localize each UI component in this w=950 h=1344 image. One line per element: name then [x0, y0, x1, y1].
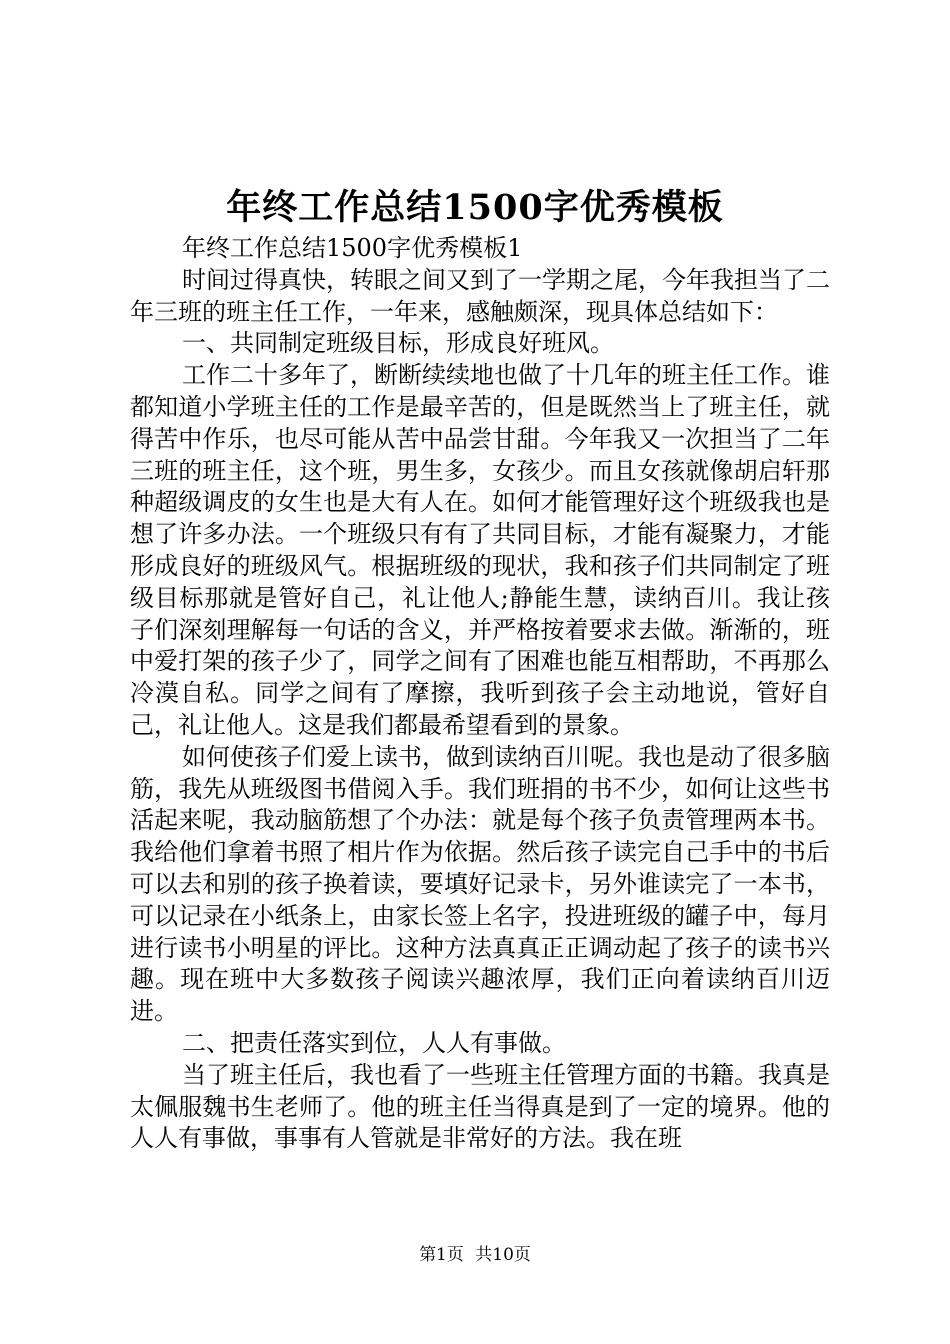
document-title: 年终工作总结1500字优秀模板: [226, 187, 724, 228]
section-heading-2: 二、把责任落实到位，人人有事做。: [182, 1028, 566, 1057]
document-body: [130, 233, 830, 1155]
paragraph-body: 当了班主任后，我也看了一些班主任管理方面的书籍。我真是太佩服魏书生老师了。他的班主任当得真是到了一定的境界。他的人人有事做，事事有人管就是非常好的方法。我在班: [130, 1060, 830, 1153]
page-total: 共10页: [475, 1245, 531, 1265]
paragraph-body: 工作二十多年了，断断续续地也做了十几年的班主任工作。谁都知道小学班主任的工作是最辛苦的，但是既然当上了班主任，就得苦中作乐，也尽可能从苦中品尝甘甜。今年我又一次担当了二年三班的班主任，这个班，男生多，女孩少。而且女孩就像胡启轩那种超级调皮的女生也是大有人在。如何才能管理好这个班级我也是想了许多办法。一个班级只有有了共同目标，才能有凝聚力，才能形成良好的班级风气。根据班级的现状，我和孩子们共同制定了班级目标那就是管好自己，礼让他人;静能生慧，读纳百川。我让孩子们深刻理解每一句话的含义，并严格按着要求去做。渐渐的，班中爱打架的孩子少了，同学之间有了困难也能互相帮助，不再那么冷漠自私。同学之间有了摩擦，我听到孩子会主动地说，管好自己，礼让他人。这是我们都最希望看到的景象。: [130, 361, 830, 739]
page-footer: [0, 1243, 950, 1267]
paragraph-body: 如何使孩子们爱上读书，做到读纳百川呢。我也是动了很多脑筋，我先从班级图书借阅入手。我们班捐的书不少，如何让这些书活起来呢，我动脑筋想了个办法：就是每个孩子负责管理两本书。我给他们拿着书照了相片作为依据。然后孩子读完自己手中的书后可以去和别的孩子换着读，要填好记录卡，另外谁读完了一本书，可以记录在小纸条上，由家长签上名字，投进班级的罐子中，每月进行读书小明星的评比。这种方法真真正正调动起了孩子的读书兴趣。现在班中大多数孩子阅读兴趣浓厚，我们正向着读纳百川迈进。: [130, 742, 830, 1026]
page-number: 第1页: [419, 1245, 464, 1265]
paragraph-subtitle: 年终工作总结1500字优秀模板1: [182, 234, 523, 262]
paragraph-intro: 时间过得真快，转眼之间又到了一学期之尾，今年我担当了二年三班的班主任工作，一年来，感触颇深，现具体总结如下：: [130, 265, 830, 326]
section-heading-1: 一、共同制定班级目标，形成良好班风。: [182, 329, 614, 358]
